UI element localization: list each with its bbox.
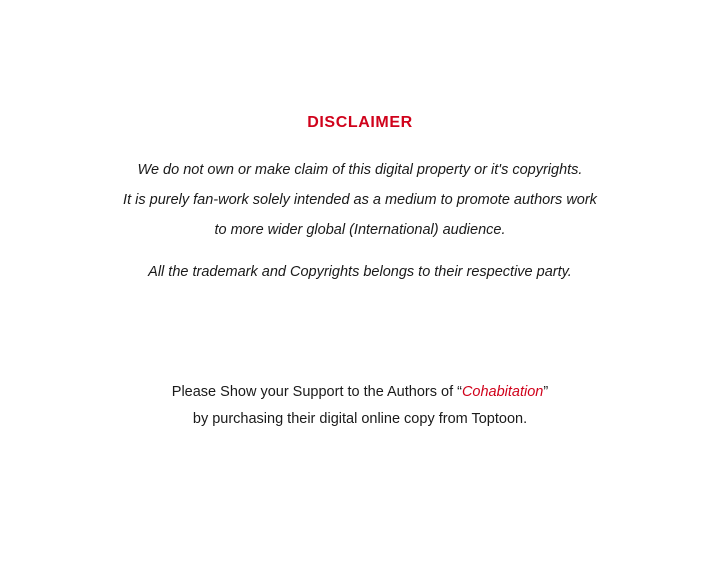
- support-text-block: [0, 379, 720, 433]
- support-line-1: [0, 379, 720, 406]
- page-title: DISCLAIMER: [307, 114, 413, 131]
- disclaimer-line-1: We do not own or make claim of this digital property or it's copyrights.: [137, 162, 583, 178]
- paragraph-spacer: [0, 245, 720, 257]
- support-line-1-suffix: ”: [543, 384, 549, 400]
- trademark-line: All the trademark and Copyrights belongs to their respective party.: [148, 264, 572, 280]
- work-title: Cohabitation: [461, 384, 544, 400]
- support-line-1-prefix: Please Show your Support to the Authors of “: [171, 384, 462, 400]
- disclaimer-text-block: [0, 155, 720, 287]
- disclaimer-line-3: to more wider global (International) audience.: [214, 222, 506, 238]
- disclaimer-line-2: It is purely fan-work solely intended as a medium to promote authors work: [123, 192, 597, 208]
- support-line-2: by purchasing their digital online copy from Toptoon.: [192, 411, 528, 427]
